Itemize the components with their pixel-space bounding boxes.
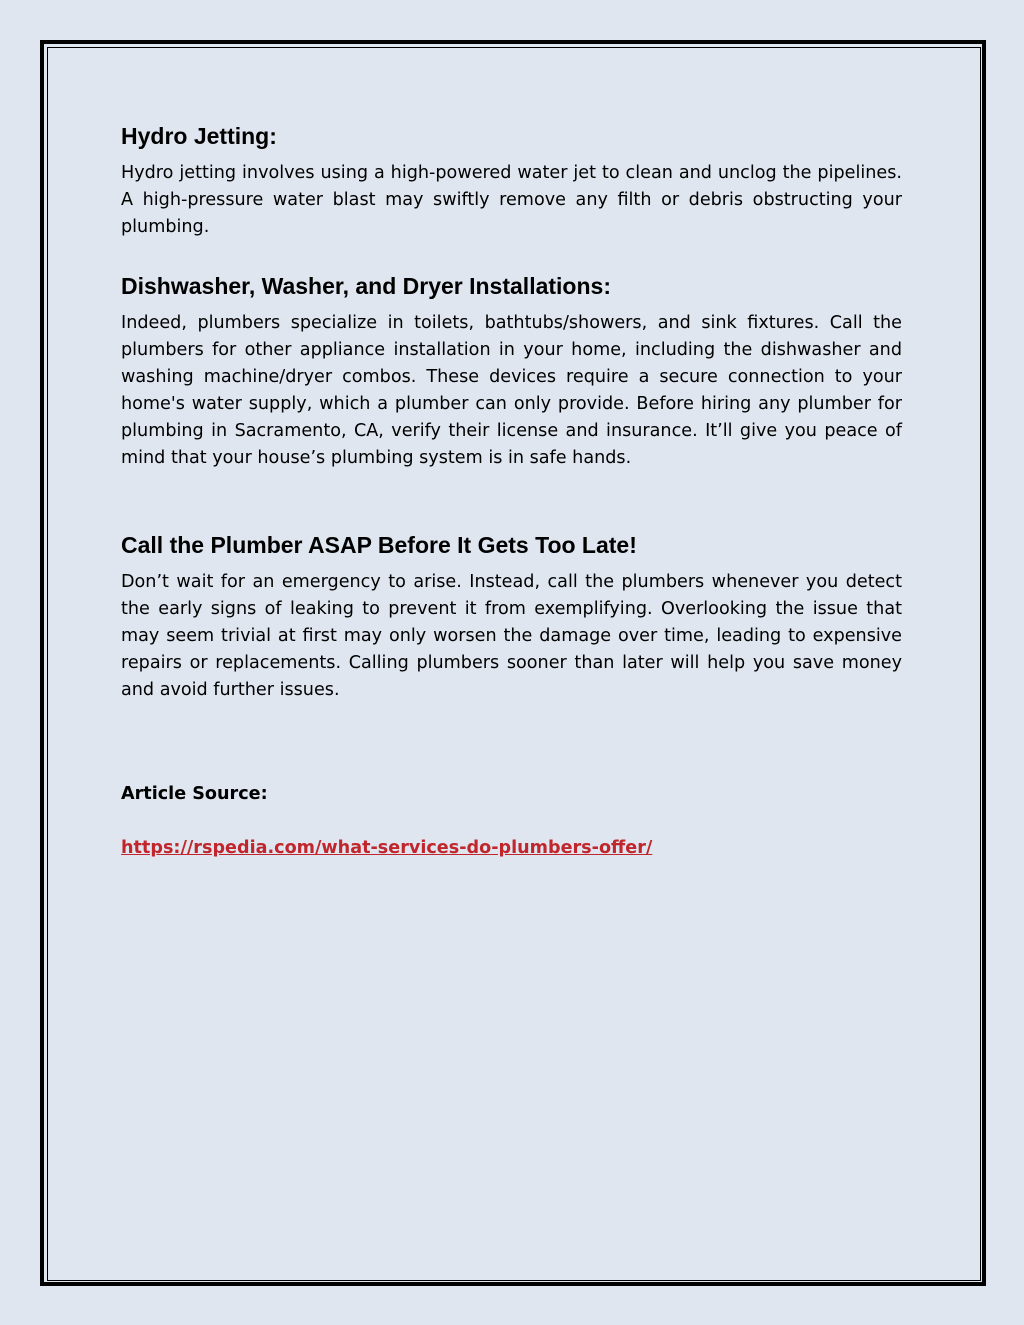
article-source-label: Article Source: <box>121 784 268 804</box>
section-heading: Dishwasher, Washer, and Dryer Installations: <box>121 273 611 299</box>
section-call-plumber <box>121 527 902 704</box>
section-paragraph: Indeed, plumbers specialize in toilets, bathtubs/showers, and sink fixtures. Call the plumbers for other appliance installation in your home, including the dishwasher and washing machine/dryer combos. These devices require a secure connection to your home's water supply, which a plumber can only provide. Before hiring any plumber for plumbing in Sacramento, CA, verify their license and insurance. It’ll give you peace of mind that your house’s plumbing system is in safe hands. <box>121 313 902 468</box>
section-hydro-jetting <box>121 118 902 241</box>
article-source-link[interactable]: https://rspedia.com/what-services-do-plumbers-offer/ <box>121 838 653 858</box>
section-heading: Call the Plumber ASAP Before It Gets Too Late! <box>121 532 637 558</box>
section-heading: Hydro Jetting: <box>121 123 277 149</box>
section-paragraph: Don’t wait for an emergency to arise. Instead, call the plumbers whenever you detect the early signs of leaking to prevent it from exemplifying. Overlooking the issue that may seem trivial at first may only worsen the damage over time, leading to expensive repairs or replacements. Calling plumbers sooner than later will help you save money and avoid further issues. <box>121 572 902 700</box>
document-content <box>121 118 902 862</box>
section-paragraph: Hydro jetting involves using a high-powered water jet to clean and unclog the pipelines. A high-pressure water blast may swiftly remove any filth or debris obstructing your plumbing. <box>121 163 902 237</box>
section-appliance-installations <box>121 268 902 472</box>
